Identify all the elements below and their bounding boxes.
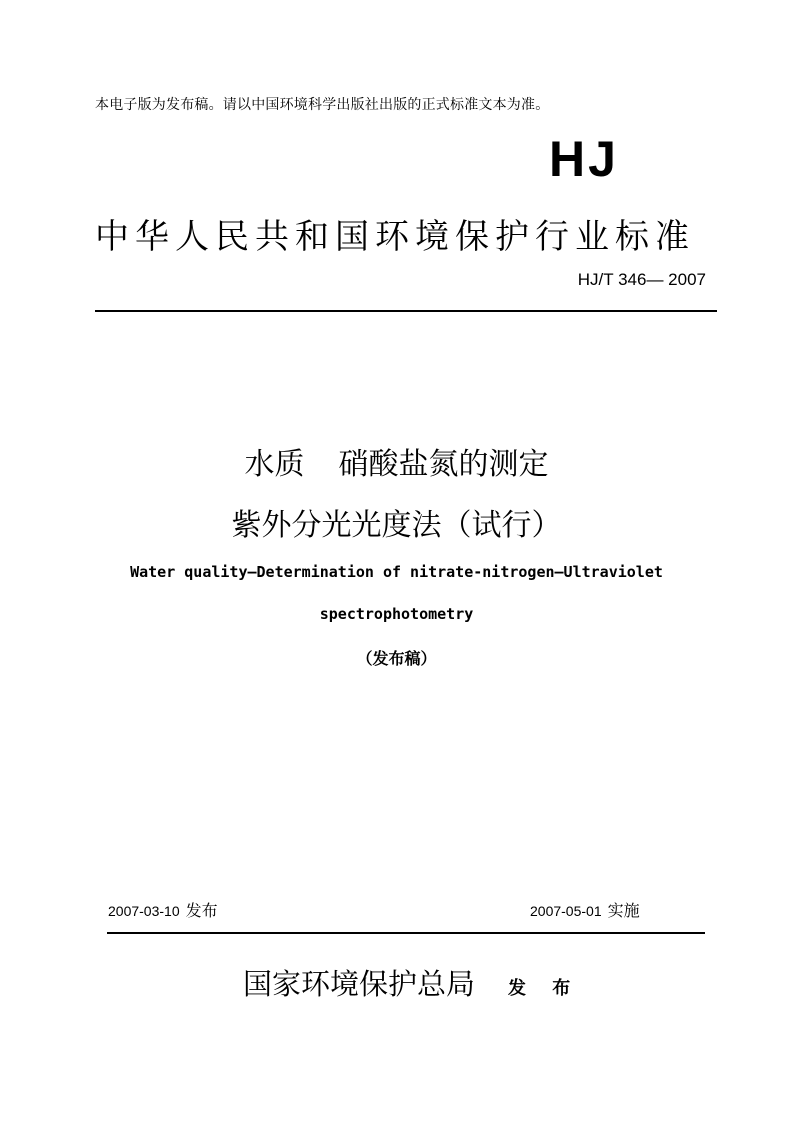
title-cn-line1	[0, 439, 793, 483]
implement-date: 2007-05-01	[530, 903, 602, 919]
publisher-label: 发 布	[508, 978, 581, 999]
title-cn-subject: 水质	[244, 447, 305, 482]
title-cn-topic: 硝酸盐氮的测定	[338, 447, 549, 482]
issue-date-block	[108, 898, 218, 921]
standard-number: HJ/T 346— 2007	[577, 270, 706, 289]
title-en-line2: spectrophotometry	[319, 605, 474, 623]
implement-date-block	[530, 898, 640, 921]
title-cn-line2: 紫外分光光度法（试行）	[231, 508, 562, 543]
release-notice: 本电子版为发布稿。请以中国环境科学出版社出版的正式标准文本为准。	[95, 97, 550, 113]
footer-divider	[107, 932, 705, 934]
standard-code: HJ	[549, 131, 619, 187]
draft-label: （发布稿）	[356, 649, 437, 668]
title-en-line1: Water quality—Determination of nitrate-nitrogen—Ultraviolet	[130, 563, 663, 581]
issue-date: 2007-03-10	[108, 903, 180, 919]
issue-label: 发布	[185, 901, 218, 920]
implement-label: 实施	[607, 901, 640, 920]
header-divider	[95, 310, 717, 312]
publisher-name: 国家环境保护总局	[243, 967, 476, 1001]
standard-category: 中华人民共和国环境保护行业标准	[95, 217, 695, 257]
